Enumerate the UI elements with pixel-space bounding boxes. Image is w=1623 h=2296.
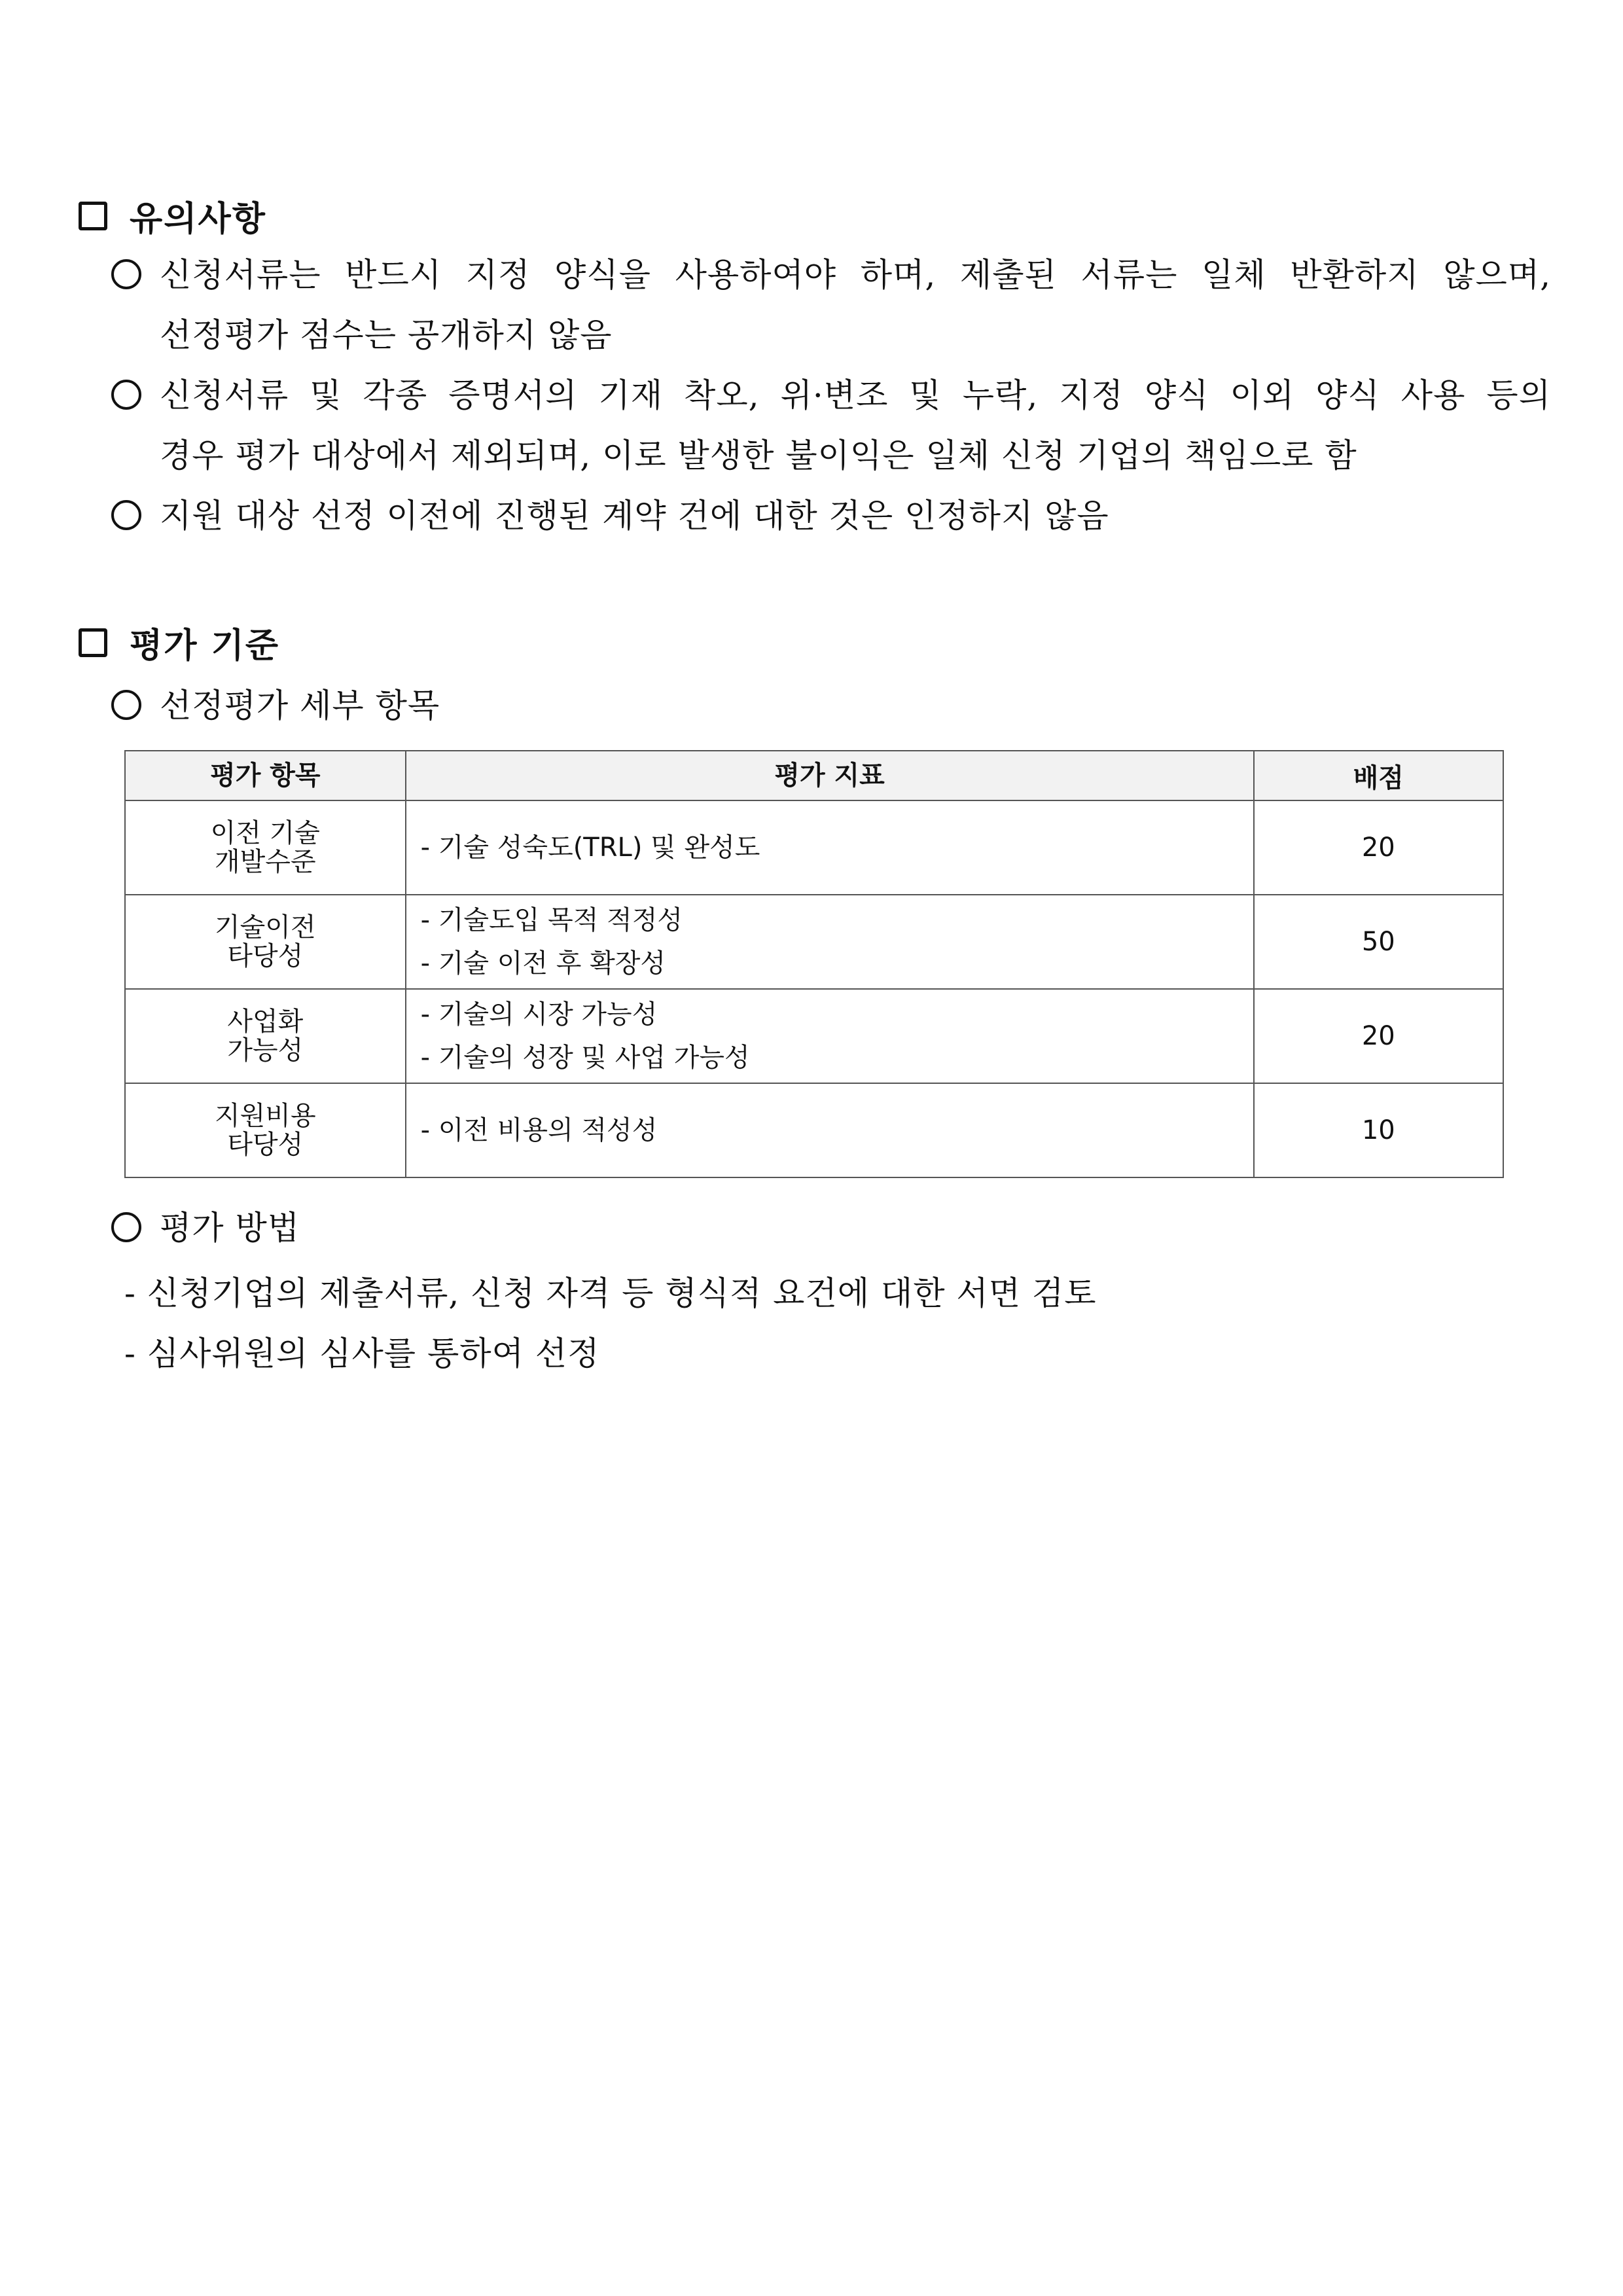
criteria-heading-text: 평가 기준: [130, 626, 280, 666]
notice-item-line: 지원 대상 선정 이전에 진행된 계약 건에 대한 것은 인정하지 않음: [160, 497, 1109, 535]
item-line: 가능성: [227, 1035, 304, 1066]
table-header-row: [125, 751, 1503, 800]
notice-heading-text: 유의사항: [130, 199, 266, 239]
indicator-cell: [406, 800, 1254, 895]
indicator-cell: [406, 895, 1254, 989]
circle-bullet-icon: [111, 690, 141, 720]
item-line: 지원비용: [215, 1101, 316, 1131]
item-line: 타당성: [227, 941, 304, 971]
circle-bullet-icon: [111, 1212, 141, 1242]
circle-bullet-icon: [111, 500, 141, 530]
indicator-cell: [406, 1083, 1254, 1177]
method-subheading-text: 평가 방법: [160, 1209, 300, 1247]
item-line: 개발수준: [215, 847, 316, 877]
notice-heading: [79, 191, 266, 240]
table-row: [125, 800, 1503, 895]
notice-item-line: 선정평가 점수는 공개하지 않음: [160, 316, 613, 354]
item-cell: [125, 1083, 406, 1177]
notice-item: [111, 365, 1551, 486]
indicator-line: - 이전 비용의 적성성: [420, 1115, 658, 1145]
notice-item-line: 경우 평가 대상에서 제외되며, 이로 발생한 불이익은 일체 신청 기업의 책임으로 함: [160, 437, 1357, 475]
item-cell: [125, 800, 406, 895]
checkbox-icon: [79, 202, 107, 230]
table-row: [125, 1083, 1503, 1177]
method-subheading: [111, 1198, 1551, 1258]
column-header-item: 평가 항목: [125, 751, 406, 800]
score-cell: 20: [1254, 800, 1503, 895]
indicator-cell: [406, 989, 1254, 1083]
item-line: 사업화: [227, 1007, 304, 1037]
criteria-subheading: [111, 675, 1551, 736]
item-line: 타당성: [227, 1130, 304, 1160]
method-item: - 심사위원의 심사를 통하여 선정: [124, 1335, 600, 1372]
criteria-table: [124, 750, 1504, 1178]
indicator-line: - 기술의 시장 가능성: [420, 999, 658, 1030]
score-cell: 50: [1254, 895, 1503, 989]
score-cell: 20: [1254, 989, 1503, 1083]
indicator-line: - 기술 이전 후 확장성: [420, 948, 666, 978]
item-cell: [125, 895, 406, 989]
indicator-line: - 기술도입 목적 적정성: [420, 905, 683, 935]
notice-item-line: 신청서류 및 각종 증명서의 기재 착오, 위·변조 및 누락, 지정 양식 이외 양식 사용 등의: [160, 376, 1551, 414]
circle-bullet-icon: [111, 380, 141, 410]
item-line: 이전 기술: [210, 818, 320, 848]
criteria-heading: [79, 618, 279, 667]
notice-item-line: 신청서류는 반드시 지정 양식을 사용하여야 하며, 제출된 서류는 일체 반환하지 않으며,: [160, 256, 1551, 294]
item-cell: [125, 989, 406, 1083]
checkbox-icon: [79, 628, 107, 657]
criteria-subheading-text: 선정평가 세부 항목: [160, 687, 440, 725]
column-header-indicator: 평가 지표: [406, 751, 1254, 800]
notice-item: [111, 486, 1551, 546]
indicator-line: - 기술 성숙도(TRL) 및 완성도: [420, 833, 760, 863]
table-row: [125, 989, 1503, 1083]
method-item: - 신청기업의 제출서류, 신청 자격 등 형식적 요건에 대한 서면 검토: [124, 1274, 1097, 1312]
item-line: 기술이전: [215, 912, 316, 942]
score-cell: 10: [1254, 1083, 1503, 1177]
table-row: [125, 895, 1503, 989]
circle-bullet-icon: [111, 259, 141, 289]
notice-item: [111, 245, 1551, 365]
indicator-line: - 기술의 성장 및 사업 가능성: [420, 1043, 750, 1073]
column-header-score: 배점: [1254, 751, 1503, 800]
